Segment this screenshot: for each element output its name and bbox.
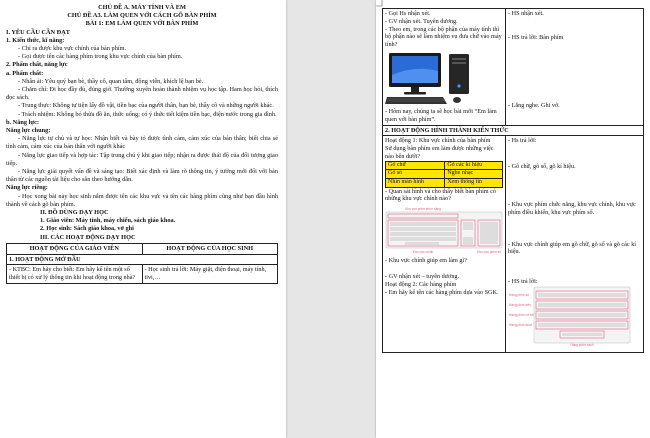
- paragraph-line: - Năng lực giải quyết vấn đề và sáng tạo: Biết xác định và làm rõ thông tin, ý tưởng mới đối với bản thân từ các nguồn tài liệu cho sẵn theo hướng dẫn.: [6, 168, 278, 184]
- computer-image: [385, 51, 483, 105]
- activity2-question: - Em hãy kể tên các hàng phím dựa vào SGK.: [385, 288, 499, 296]
- option-cell: Gõ các kí hiệu: [445, 161, 503, 170]
- activity2-title: Hoạt động 2: Các hàng phím: [385, 280, 457, 288]
- opening-student: - Học sinh trả lời: Máy giặt, điện thoại, máy tính, tivi,…: [142, 265, 278, 284]
- header-teacher: HOẠT ĐỘNG CỦA GIÁO VIÊN: [7, 243, 143, 254]
- activities-table: [6, 243, 278, 284]
- activity1-observe: - Quan sát hình và cho thấy biết bàn phím có những khu vực chính nào?: [385, 187, 497, 203]
- paragraph-line: Năng lực riêng:: [6, 184, 48, 192]
- paragraph-line: - Chỉ ra được khu vực chính của bàn phím.: [18, 45, 127, 53]
- section-knowledge: 2. HOẠT ĐỘNG HÌNH THÀNH KIẾN THỨC: [383, 125, 644, 136]
- text-teacher-praise: - GV nhận xét. Tuyên dương.: [385, 17, 458, 25]
- text-answer-main-area: - Khu vực chính giúp em gõ chữ, gõ số và gõ các kí hiệu.: [508, 240, 637, 256]
- keyboard-rows-image: [508, 286, 632, 348]
- option-cell: Nghe nhạc: [445, 170, 503, 179]
- text-lesson-intro: - Hôm nay, chúng ta sẽ học bài mới “Em làm quen với bàn phím”.: [385, 107, 497, 123]
- paragraph-line: CHỦ ĐỀ A. MÁY TÍNH VÀ EM: [98, 4, 186, 11]
- paragraph-line: 2. Học sinh: Sách giáo khoa, vở ghi: [40, 225, 134, 233]
- option-cell: Gõ chữ: [386, 161, 445, 170]
- text-answer-uses: - Gõ chữ, gõ số, gõ kí hiệu.: [508, 163, 576, 171]
- paragraph-line: - Chăm chỉ: Đi học đầy đủ, đúng giờ. Thường xuyên hoàn thành nhiệm vụ học tập. Ham học hỏi, thích đọc sách.: [6, 86, 278, 102]
- paragraph-line: - Nhân ái: Yêu quý bạn bè, thầy cô, quan tâm, động viên, khích lệ bạn bè.: [18, 77, 204, 85]
- margin-corner-mark: [376, 0, 384, 8]
- page-content-right: [382, 8, 644, 353]
- header-student: HOẠT ĐỘNG CỦA HỌC SINH: [142, 243, 278, 254]
- row-label: Hàng phím cách: [570, 342, 594, 347]
- lesson-objectives: [6, 4, 278, 242]
- paragraph-line: - Học xong bài này học sinh nắm được tên các khu vực và tên các hàng phím cũng như bạn đầu hình thành về cách gõ bàn phím.: [6, 192, 278, 208]
- cell-teacher-opening: [383, 9, 506, 126]
- paragraph-line: II. ĐỒ DÙNG DẠY HỌC: [40, 209, 109, 217]
- paragraph-line: BÀI 1: EM LÀM QUEN VỚI BÀN PHÍM: [85, 20, 199, 28]
- page-content-left: [6, 4, 278, 284]
- text-answer-areas: - Khu vực phím chức năng, khu vực chính, khu vực phím điều khiển, khu vực phím số.: [508, 200, 636, 216]
- paragraph-line: III. CÁC HOẠT ĐỘNG DẠY HỌC: [40, 233, 136, 241]
- section-opening: 1. HOẠT ĐỘNG MỞ ĐẦU: [7, 254, 278, 265]
- text-teacher-review: - GV nhận xét – tuyên dương.: [385, 272, 460, 280]
- text-question-input-device: - Theo em, trong các bộ phận của máy tính thì bộ phận nào sẽ làm nhiệm vụ đưa chữ vào máy tính?: [385, 25, 502, 49]
- row-label: Hàng phím cơ sở: [509, 312, 534, 317]
- paragraph-line: 1. Giáo viên: Máy tính, máy chiếu, sách giáo khoa.: [40, 217, 176, 225]
- cell-student-activities: [506, 136, 644, 352]
- document-page-left: [0, 0, 286, 438]
- option-cell: Xem thông tin: [445, 178, 503, 187]
- paragraph-line: 1. Kiến thức, kĩ năng:: [6, 36, 65, 44]
- text-student-comment: - HS nhận xét.: [508, 10, 544, 17]
- label-main-area: Khu vực chính: [412, 250, 434, 255]
- text-call-student: - Gọi Hs nhận xét.: [385, 10, 431, 17]
- paragraph-line: Năng lực chung:: [6, 127, 51, 135]
- option-cell: Nhìn màn hình: [386, 178, 445, 187]
- activities-table-continued: [382, 8, 644, 353]
- text-answer-rows: - HS trả lời:: [508, 278, 538, 286]
- activity1-question: Sử dụng bàn phím em làm được những việc nào bên dưới?: [385, 145, 494, 160]
- activity1-title: Hoạt động 1: Khu vực chính của bàn phím: [385, 137, 491, 145]
- paragraph-line: b. Năng lực:: [6, 118, 39, 126]
- opening-teacher: - KTBC: Em hãy cho biết: Em hãy kể tên một số thiết bị có xử lý thông tin khi hoạt động trong nhà?: [7, 265, 143, 284]
- paragraph-line: 2. Phẩm chất, năng lực: [6, 61, 68, 69]
- row-label: Hàng phím trên: [509, 302, 531, 307]
- paragraph-line: - Năng lực giao tiếp và hợp tác: Tập trung chú ý khi giao tiếp; nhận ra được thái độ của đối tượng giao tiếp.: [6, 151, 278, 167]
- paragraph-line: a. Phẩm chất:: [6, 69, 44, 77]
- row-label: Hàng phím dưới: [509, 322, 533, 327]
- cell-student-opening: [506, 9, 644, 126]
- label-numpad-area: Khu vực phím số: [476, 250, 502, 255]
- label-function-area: Khu vực phím chức năng: [405, 207, 441, 212]
- paragraph-line: - Trung thực: Không tự tiện lấy đồ vật, tiền bạc của người thân, bạn bè, thầy cô và những người khác.: [18, 102, 274, 110]
- paragraph-line: - Năng lực tự chủ và tự học: Nhận biết và bày tỏ được tình cảm, cảm xúc của bản thân; biết chia sẻ tình cảm, cảm xúc của bản thân với người khác: [6, 135, 278, 151]
- row-label: Hàng phím số: [509, 292, 529, 297]
- activity1-main-question: - Khu vực chính giúp em làm gì?: [385, 257, 467, 265]
- keyboard-areas-image: [385, 205, 503, 255]
- paragraph-line: CHỦ ĐỀ A3. LÀM QUEN VỚI CÁCH GÕ BÀN PHÍM: [67, 12, 217, 20]
- document-page-right: [376, 0, 650, 438]
- paragraph-line: - Gọi được tên các hàng phím trong khu vực chính của bàn phím.: [18, 53, 183, 61]
- text-answer-keyboard: - HS trả lời: Bàn phím: [508, 33, 564, 41]
- paragraph-line: - Trách nhiệm: Không bỏ thừa đồ ăn, thức uống; có ý thức tiết kiệm tiền bạc, điện nước trong gia đình.: [18, 110, 277, 118]
- paragraph-line: I. YÊU CẦU CẦN ĐẠT: [6, 28, 70, 36]
- option-cell: Gõ số: [386, 170, 445, 179]
- keyboard-uses-table: [385, 161, 503, 188]
- text-student-answers: - Hs trả lời:: [508, 137, 537, 145]
- cell-teacher-activities: [383, 136, 506, 352]
- text-listen-note: - Lắng nghe. Ghi vở.: [508, 101, 560, 109]
